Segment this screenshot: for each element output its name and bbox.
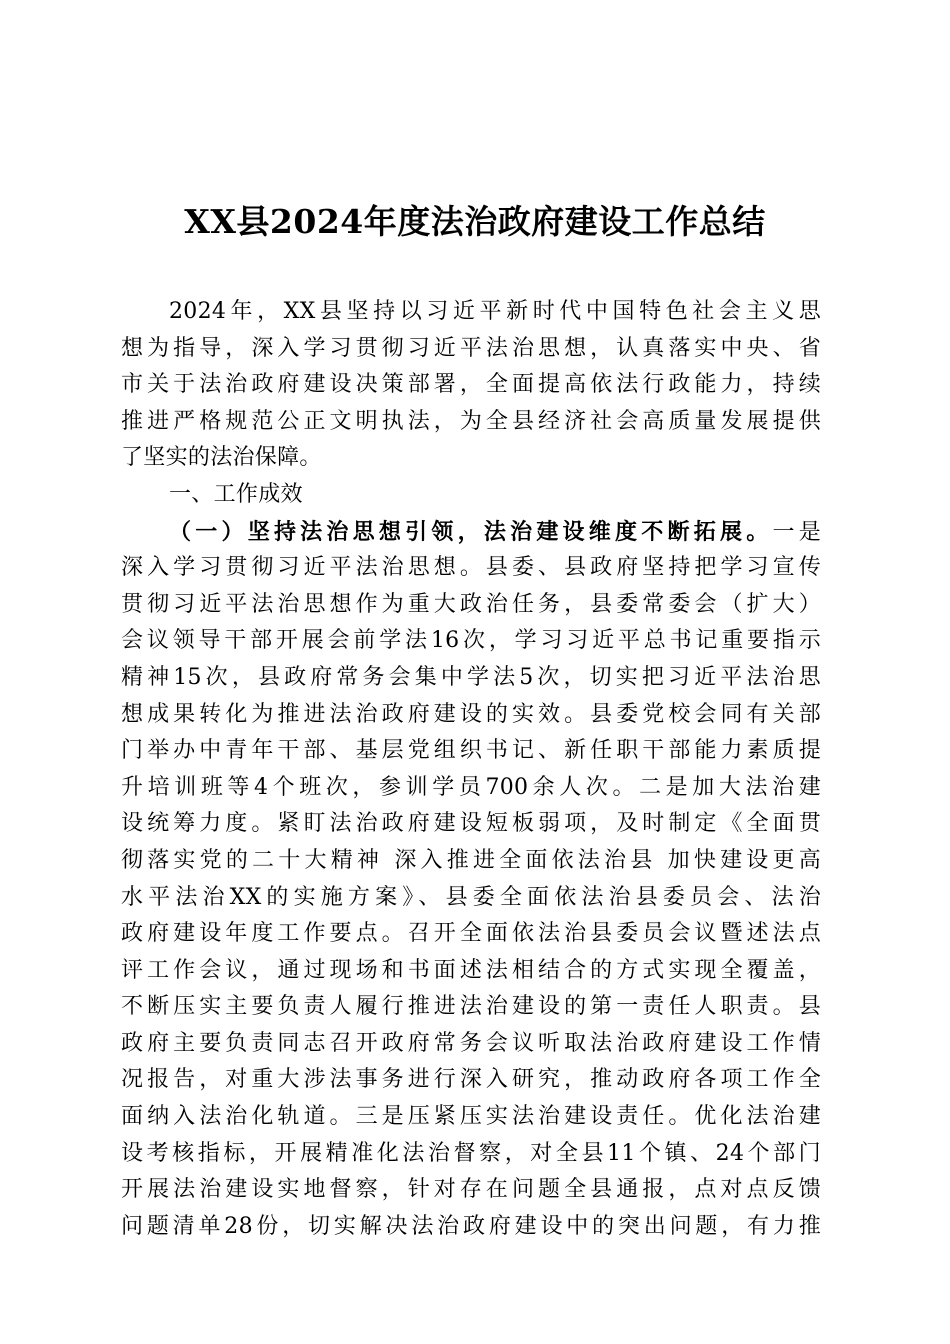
body-line: 评工作会议，通过现场和书面述法相结合的方式实现全覆盖， bbox=[121, 957, 821, 983]
body-line: 升培训班等4个班次，参训学员700余人次。二是加大法治建 bbox=[121, 774, 821, 800]
body-line: 面纳入法治化轨道。三是压紧压实法治建设责任。优化法治建 bbox=[121, 1104, 821, 1130]
body-line: 会议领导干部开展会前学法16次，学习习近平总书记重要指示 bbox=[121, 628, 821, 654]
body-line: 况报告，对重大涉法事务进行深入研究，推动政府各项工作全 bbox=[121, 1067, 821, 1093]
intro-line: 2024年，XX县坚持以习近平新时代中国特色社会主义思 bbox=[169, 299, 821, 324]
body-line: 设统筹力度。紧盯法治政府建设短板弱项，及时制定《全面贯 bbox=[121, 811, 821, 837]
document-body bbox=[121, 294, 821, 1245]
body-line: 政府建设年度工作要点。召开全面依法治县委员会议暨述法点 bbox=[121, 921, 821, 947]
body-line: 水平法治XX的实施方案》、县委全面依法治县委员会、法治 bbox=[121, 884, 821, 910]
body-line: 问题清单28份，切实解决法治政府建设中的突出问题，有力推 bbox=[121, 1213, 821, 1239]
intro-line: 市关于法治政府建设决策部署，全面提高依法行政能力，持续 bbox=[121, 372, 821, 398]
body-line: 想成果转化为推进法治政府建设的实效。县委党校会同有关部 bbox=[121, 701, 821, 727]
document-title: XX县2024年度法治政府建设工作总结 bbox=[184, 202, 766, 241]
body-line: 设考核指标，开展精准化法治督察，对全县11个镇、24个部门 bbox=[121, 1140, 821, 1166]
body-line: 贯彻习近平法治思想作为重大政治任务，县委常委会（扩大） bbox=[121, 591, 821, 617]
intro-line: 推进严格规范公正文明执法，为全县经济社会高质量发展提供 bbox=[121, 408, 821, 434]
subsection-first-line-rest: 一是 bbox=[772, 519, 821, 545]
body-line: 政府主要负责同志召开政府常务会议听取法治政府建设工作情 bbox=[121, 1030, 821, 1056]
intro-line: 想为指导，深入学习贯彻习近平法治思想，认真落实中央、省 bbox=[121, 335, 821, 361]
body-line: 深入学习贯彻习近平法治思想。县委、县政府坚持把学习宣传 bbox=[121, 555, 821, 581]
body-line: 开展法治建设实地督察，针对存在问题全县通报，点对点反馈 bbox=[121, 1177, 821, 1203]
section-heading: 一、工作成效 bbox=[169, 481, 303, 507]
body-line: 不断压实主要负责人履行推进法治建设的第一责任人职责。县 bbox=[121, 994, 821, 1020]
intro-line: 了坚实的法治保障。 bbox=[121, 445, 322, 471]
body-line: 彻落实党的二十大精神 深入推进全面依法治县 加快建设更高 bbox=[121, 847, 821, 873]
subsection-first-line bbox=[121, 514, 821, 551]
body-line: 精神15次，县政府常务会集中学法5次，切实把习近平法治思 bbox=[121, 664, 821, 690]
subsection-heading: （一）坚持法治思想引领，法治建设维度不断拓展。 bbox=[169, 518, 773, 545]
body-line: 门举办中青年干部、基层党组织书记、新任职干部能力素质提 bbox=[121, 738, 821, 764]
